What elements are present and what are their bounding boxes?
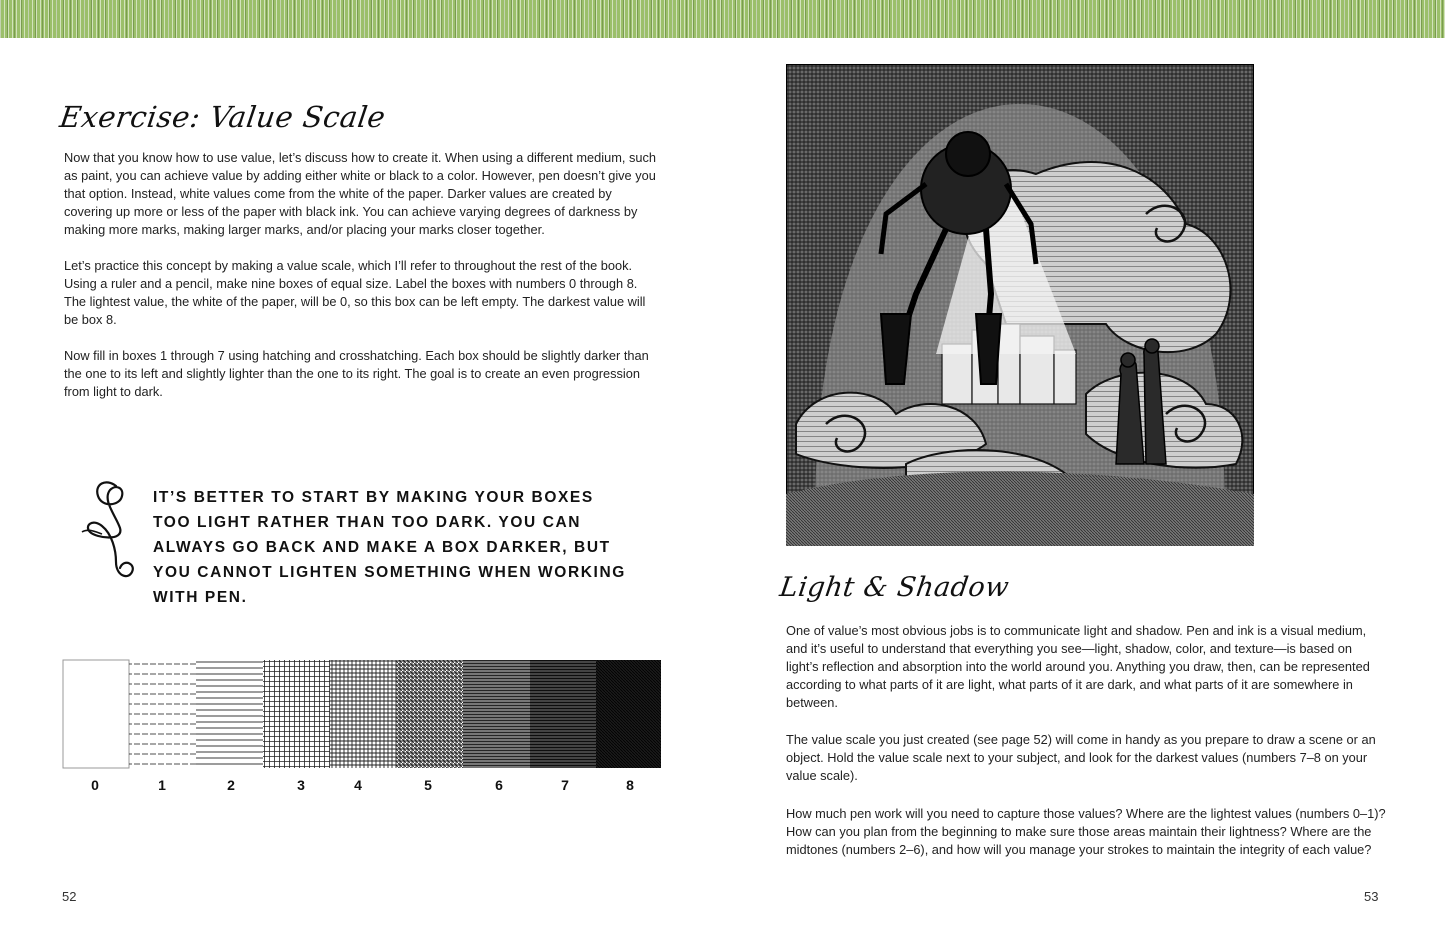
value-label-3: 3 — [297, 777, 305, 793]
value-box-6 — [463, 660, 530, 768]
exercise-heading: Exercise: Value Scale — [57, 100, 388, 134]
value-label-7: 7 — [561, 777, 569, 793]
page-number-right: 53 — [1364, 889, 1379, 904]
value-scale-chart — [62, 659, 662, 771]
value-box-4 — [330, 660, 396, 768]
value-label-4: 4 — [354, 777, 362, 793]
light-shadow-paragraph-1: One of value’s most obvious jobs is to communicate light and shadow. Pen and ink is a visual medium, and it’s useful to understand that everything you see—light, shadow, color, and texture—is based on light’s reflection and absorption into the world around you. Anything you draw, then, can be represented according to what parts of it are light, what parts of it are dark, and what parts of it are somewhere in between. — [786, 623, 1370, 710]
value-box-8 — [596, 660, 661, 768]
page-number-left: 52 — [62, 889, 77, 904]
exercise-paragraph-3: Now fill in boxes 1 through 7 using hatching and crosshatching. Each box should be slightly darker than the one to its left and slightly lighter than the one to its right. The goal is to create an even progression from light to dark. — [64, 348, 649, 399]
value-label-5: 5 — [424, 777, 432, 793]
value-label-8: 8 — [626, 777, 634, 793]
exercise-paragraph-2: Let’s practice this concept by making a value scale, which I’ll refer to throughout the rest of the book. Using a ruler and a pencil, make nine boxes of equal size. Label the boxes with numbers 0 through 8. The lightest value, the white of the paper, will be 0, so this box can be left empty. The darkest value will be box 8. — [64, 258, 646, 327]
value-label-1: 1 — [158, 777, 166, 793]
value-box-2 — [196, 660, 263, 768]
value-box-7 — [530, 660, 596, 768]
robot-city-illustration — [786, 64, 1254, 546]
tip-callout: IT’S BETTER TO START BY MAKING YOUR BOXES TOO LIGHT RATHER THAN TOO DARK. YOU CAN ALWAYS GO BACK AND MAKE A BOX DARKER, BUT YOU CANNOT LIGHTEN SOMETHING WHEN WORKING WITH PEN. — [153, 489, 626, 606]
value-label-6: 6 — [495, 777, 503, 793]
light-shadow-paragraph-3: How much pen work will you need to capture those values? Where are the lightest values (numbers 0–1)? How can you plan from the beginning to make sure those areas maintain their lightness? Where are the midtones (numbers 2–6), and how will you manage your strokes to maintain the integrity of each value? — [786, 806, 1386, 857]
value-label-0: 0 — [91, 777, 99, 793]
flourish-ornament-icon — [76, 476, 140, 588]
value-box-5 — [396, 660, 463, 768]
light-shadow-paragraph-2: The value scale you just created (see page 52) will come in handy as you prepare to draw a scene or an object. Hold the value scale next to your subject, and look for the darkest values (numbers 7–8 on your value scale). — [786, 732, 1376, 783]
exercise-paragraph-1: Now that you know how to use value, let’s discuss how to create it. When using a different medium, such as paint, you can achieve value by adding either white or black to a color. However, pen doesn’t give you that option. Instead, white values come from the white of the paper. Darker values are created by covering up more or less of the paper with black ink. You can achieve varying degrees of darkness by making more marks, making larger marks, and/or placing your marks closer together. — [64, 150, 657, 237]
value-scale-boxes — [63, 660, 661, 768]
light-shadow-heading: Light & Shadow — [777, 572, 1012, 603]
value-box-1 — [129, 660, 196, 768]
value-box-3 — [263, 660, 330, 768]
value-label-2: 2 — [227, 777, 235, 793]
decorative-top-band — [0, 0, 1445, 38]
value-box-0 — [63, 660, 129, 768]
